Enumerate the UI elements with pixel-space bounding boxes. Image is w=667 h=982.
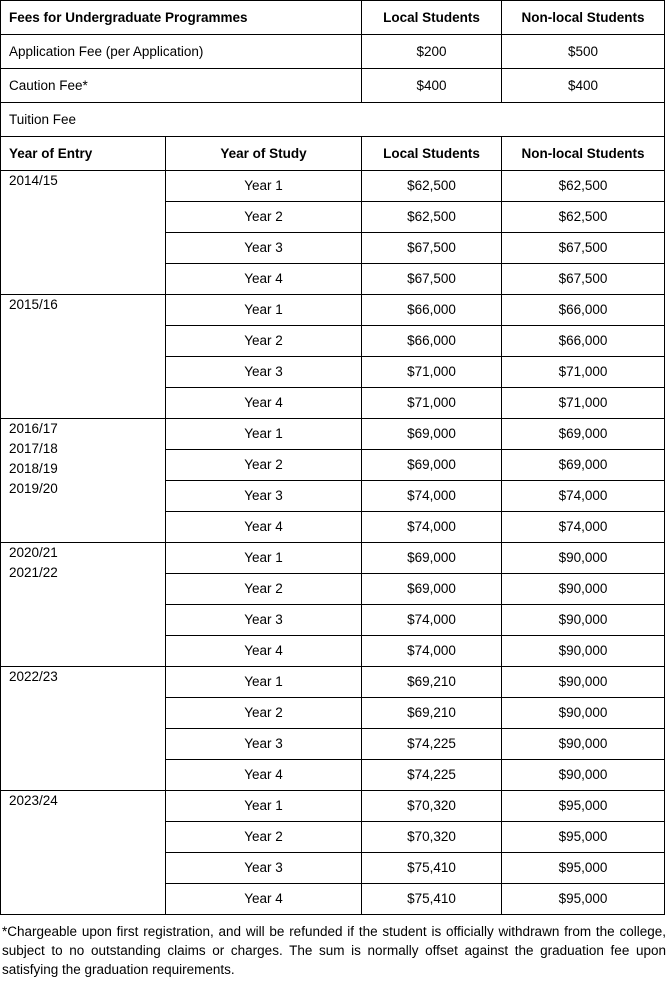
fee-row-caution <box>1 69 665 103</box>
year-of-entry: 2018/19 <box>9 461 58 476</box>
nonlocal-fee: $67,500 <box>502 233 665 264</box>
nonlocal-fee: $62,500 <box>502 171 665 202</box>
tuition-row <box>1 667 665 698</box>
year-of-entry-cell <box>1 419 166 543</box>
local-fee: $69,210 <box>362 698 502 729</box>
year-of-entry: 2020/21 <box>9 545 58 560</box>
local-fee: $69,000 <box>362 543 502 574</box>
tuition-fee-label: Tuition Fee <box>1 103 665 137</box>
tuition-row <box>1 419 665 450</box>
tuition-row <box>1 295 665 326</box>
nonlocal-fee: $67,500 <box>502 264 665 295</box>
fee-table-body <box>1 1 665 915</box>
local-fee: $69,000 <box>362 450 502 481</box>
year-of-study: Year 1 <box>166 543 362 574</box>
year-of-study: Year 1 <box>166 171 362 202</box>
local-fee: $66,000 <box>362 326 502 357</box>
fee-local: $400 <box>362 69 502 103</box>
fee-row-application <box>1 35 665 69</box>
year-of-entry: 2022/23 <box>9 669 58 684</box>
nonlocal-fee: $90,000 <box>502 636 665 667</box>
year-of-study: Year 2 <box>166 698 362 729</box>
tuition-header-row <box>1 137 665 171</box>
local-fee: $69,210 <box>362 667 502 698</box>
tuition-row <box>1 543 665 574</box>
local-fee: $62,500 <box>362 171 502 202</box>
local-fee: $71,000 <box>362 388 502 419</box>
local-fee: $74,000 <box>362 512 502 543</box>
nonlocal-fee: $90,000 <box>502 760 665 791</box>
year-of-entry: 2017/18 <box>9 441 58 456</box>
nonlocal-fee: $90,000 <box>502 543 665 574</box>
local-students-header: Local Students <box>362 1 502 35</box>
local-fee: $75,410 <box>362 853 502 884</box>
header-row <box>1 1 665 35</box>
year-of-entry-header: Year of Entry <box>1 137 166 171</box>
local-fee: $69,000 <box>362 419 502 450</box>
year-of-study: Year 3 <box>166 853 362 884</box>
year-of-study: Year 3 <box>166 357 362 388</box>
local-fee: $69,000 <box>362 574 502 605</box>
year-of-study: Year 1 <box>166 667 362 698</box>
local-fee: $75,410 <box>362 884 502 915</box>
year-of-study: Year 2 <box>166 326 362 357</box>
tuition-row <box>1 791 665 822</box>
nonlocal-fee: $71,000 <box>502 357 665 388</box>
nonlocal-fee: $90,000 <box>502 667 665 698</box>
nonlocal-fee: $95,000 <box>502 853 665 884</box>
year-of-entry: 2023/24 <box>9 793 58 808</box>
fee-nonlocal: $500 <box>502 35 665 69</box>
nonlocal-fee: $66,000 <box>502 295 665 326</box>
tuition-fee-row <box>1 103 665 137</box>
nonlocal-fee: $90,000 <box>502 605 665 636</box>
year-of-study: Year 3 <box>166 605 362 636</box>
year-of-study: Year 1 <box>166 295 362 326</box>
nonlocal-fee: $90,000 <box>502 574 665 605</box>
year-of-study: Year 3 <box>166 233 362 264</box>
year-of-study: Year 3 <box>166 481 362 512</box>
nonlocal-fee: $74,000 <box>502 481 665 512</box>
nonlocal-fee: $69,000 <box>502 450 665 481</box>
year-of-entry-cell <box>1 667 166 791</box>
nonlocal-fee: $69,000 <box>502 419 665 450</box>
fee-label: Application Fee (per Application) <box>1 35 362 69</box>
table-title: Fees for Undergraduate Programmes <box>1 1 362 35</box>
year-of-study: Year 2 <box>166 450 362 481</box>
local-fee: $67,500 <box>362 233 502 264</box>
year-of-study-header: Year of Study <box>166 137 362 171</box>
year-of-study: Year 4 <box>166 636 362 667</box>
local-fee: $71,000 <box>362 357 502 388</box>
year-of-study: Year 2 <box>166 574 362 605</box>
fee-nonlocal: $400 <box>502 69 665 103</box>
nonlocal-fee: $95,000 <box>502 791 665 822</box>
year-of-study: Year 1 <box>166 419 362 450</box>
nonlocal-fee: $95,000 <box>502 884 665 915</box>
year-of-entry: 2015/16 <box>9 297 58 312</box>
nonlocal-fee: $90,000 <box>502 698 665 729</box>
year-of-entry-cell <box>1 543 166 667</box>
tuition-local-header: Local Students <box>362 137 502 171</box>
tuition-row <box>1 171 665 202</box>
year-of-entry-cell <box>1 171 166 295</box>
nonlocal-fee: $71,000 <box>502 388 665 419</box>
local-fee: $62,500 <box>362 202 502 233</box>
nonlocal-fee: $66,000 <box>502 326 665 357</box>
local-fee: $66,000 <box>362 295 502 326</box>
year-of-study: Year 4 <box>166 388 362 419</box>
local-fee: $74,000 <box>362 636 502 667</box>
year-of-study: Year 4 <box>166 884 362 915</box>
local-fee: $74,225 <box>362 760 502 791</box>
year-of-study: Year 3 <box>166 729 362 760</box>
tuition-nonlocal-header: Non-local Students <box>502 137 665 171</box>
year-of-study: Year 2 <box>166 202 362 233</box>
year-of-entry-cell <box>1 295 166 419</box>
year-of-entry: 2021/22 <box>9 565 58 580</box>
fee-local: $200 <box>362 35 502 69</box>
fee-label: Caution Fee* <box>1 69 362 103</box>
year-of-entry-cell <box>1 791 166 915</box>
year-of-study: Year 2 <box>166 822 362 853</box>
year-of-entry: 2014/15 <box>9 173 58 188</box>
nonlocal-fee: $95,000 <box>502 822 665 853</box>
local-fee: $74,000 <box>362 481 502 512</box>
local-fee: $70,320 <box>362 822 502 853</box>
local-fee: $67,500 <box>362 264 502 295</box>
nonlocal-students-header: Non-local Students <box>502 1 665 35</box>
local-fee: $74,225 <box>362 729 502 760</box>
nonlocal-fee: $90,000 <box>502 729 665 760</box>
year-of-study: Year 4 <box>166 264 362 295</box>
local-fee: $70,320 <box>362 791 502 822</box>
year-of-study: Year 4 <box>166 512 362 543</box>
year-of-study: Year 1 <box>166 791 362 822</box>
year-of-entry: 2019/20 <box>9 481 58 496</box>
local-fee: $74,000 <box>362 605 502 636</box>
nonlocal-fee: $74,000 <box>502 512 665 543</box>
year-of-study: Year 4 <box>166 760 362 791</box>
nonlocal-fee: $62,500 <box>502 202 665 233</box>
footnote: *Chargeable upon first registration, and will be refunded if the student is officially withdrawn from the college, subject to no outstanding claims or charges. The sum is normally offset against the graduation fee upon satisfying the graduation requirements. <box>2 924 666 977</box>
year-of-entry: 2016/17 <box>9 421 58 436</box>
